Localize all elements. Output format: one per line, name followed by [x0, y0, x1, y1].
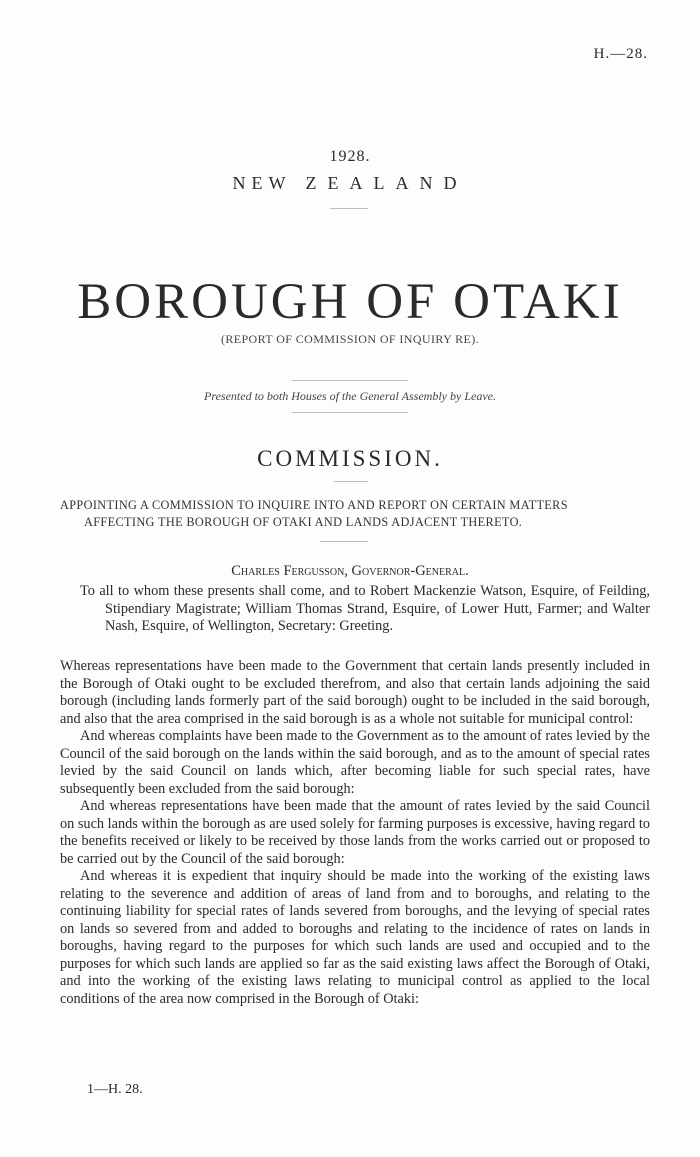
document-subtitle: (REPORT OF COMMISSION OF INQUIRY RE). [220, 332, 480, 346]
section-heading: COMMISSION. [257, 446, 443, 471]
country-name [0, 173, 700, 194]
recital-paragraph: And whereas representations have been made that the amount of rates levied by the said Council on such lands within the borough as are used solely for farming purposes is excessive, having regard to the benefits received or likely to be received by those lands from the works carried out or proposed to be carried out by the Council of the said borough: [60, 798, 651, 867]
appointment-caption [60, 497, 650, 531]
presentation-note: Presented to both Houses of the General Assembly by Leave. [204, 389, 496, 403]
document-reference: H.—28. [593, 46, 648, 62]
recital-paragraph: Whereas representations have been made to the Government that certain lands presently included in the Borough of Otaki ought to be excluded therefrom, and also that certain lands adjoining the said borough (including lands formerly part of the said borough) ought to be included in the said borough, and also that the area comprised in the said borough is as a whole not suitable for municipal control: [60, 658, 650, 727]
divider [330, 208, 368, 209]
country-first-word: NEW [232, 173, 292, 193]
publication-year: 1928. [329, 148, 371, 165]
divider [292, 412, 408, 413]
recital-paragraph: And whereas it is expedient that inquiry should be made into the working of the existing laws relating to the severence and addition of areas of land from and to boroughs, and relating to the continuing liability for special rates of lands severed from boroughs, and the levying of special rates on lands so severed from and added to boroughs and relating to the incidence of rates on lands in boroughs, having regard to the purposes for which such lands are used and occupied and to the purposes for which such lands are applied so far as the said existing laws affect the Borough of Otaki, and into the working of the existing laws relating to municipal control as applied to the local conditions of the area now comprised in the Borough of Otaki: [60, 868, 650, 1007]
divider [334, 481, 368, 482]
appointment-line: APPOINTING A COMMISSION TO INQUIRE INTO AND REPORT ON CERTAIN MATTERS [60, 498, 568, 512]
appointment-line: AFFECTING THE BOROUGH OF OTAKI AND LANDS ADJACENT THERETO. [84, 515, 523, 529]
address-paragraph: To all to whom these presents shall come, and to Robert Mackenzie Watson, Esquire, of Feilding, Stipendiary Magistrate; William Thomas Strand, Esquire, of Lower Hutt, Farmer; and Walter Nash, Esquire, of Wellington, Secretary: Greeting. [80, 583, 650, 634]
document-title: BOROUGH OF OTAKI [77, 274, 623, 330]
recitals [60, 658, 650, 1008]
divider [320, 541, 368, 542]
divider [292, 380, 408, 381]
country-second-word: ZEALAND [305, 173, 468, 193]
governor-line: Charles Fergusson, Governor-General. [231, 563, 469, 579]
recital-paragraph: And whereas complaints have been made to the Government as to the amount of rates levied by the Council of the said borough on the lands within the said borough, and as to the amount of special rates levied by the said Council on lands which, after becoming liable for such special rates, have subsequently been excluded from the said borough: [60, 728, 650, 797]
signature-mark: 1—H. 28. [87, 1082, 143, 1097]
